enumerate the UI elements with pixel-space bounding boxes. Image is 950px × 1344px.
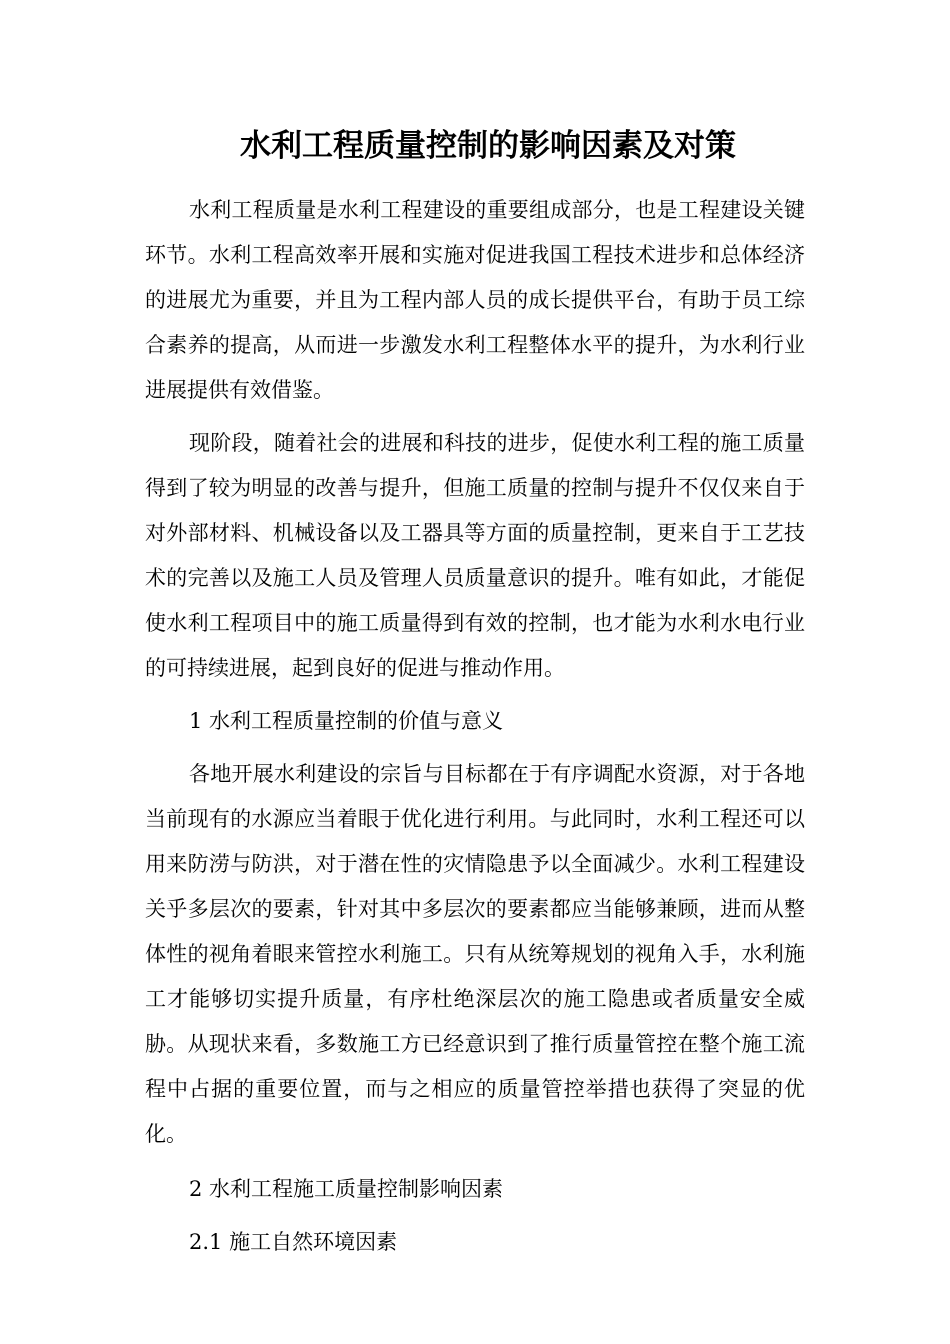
intro-paragraph-2: 现阶段，随着社会的进展和科技的进步，促使水利工程的施工质量得到了较为明显的改善与提升，但施工质量的控制与提升不仅仅来自于对外部材料、机械设备以及工器具等方面的质量控制，更来自于工艺技术的完善以及施工人员及管理人员质量意识的提升。唯有如此，才能促使水利工程项目中的施工质量得到有效的控制，也才能为水利水电行业的可持续进展，起到良好的促进与推动作用。 <box>145 431 805 680</box>
section-2-heading: 2 水利工程施工质量控制影响因素 <box>189 1177 504 1201</box>
section-1-heading: 1 水利工程质量控制的价值与意义 <box>189 709 504 733</box>
intro-paragraph-1: 水利工程质量是水利工程建设的重要组成部分，也是工程建设关键环节。水利工程高效率开展和实施对促进我国工程技术进步和总体经济的进展尤为重要，并且为工程内部人员的成长提供平台，有助于员工综合素养的提高，从而进一步激发水利工程整体水平的提升，为水利行业进展提供有效借鉴。 <box>145 198 805 402</box>
section-1-paragraph: 各地开展水利建设的宗旨与目标都在于有序调配水资源，对于各地当前现有的水源应当着眼于优化进行利用。与此同时，水利工程还可以用来防涝与防洪，对于潜在性的灾情隐患予以全面减少。水利工程建设关乎多层次的要素，针对其中多层次的要素都应当能够兼顾，进而从整体性的视角着眼来管控水利施工。只有从统筹规划的视角入手，水利施工才能够切实提升质量，有序杜绝深层次的施工隐患或者质量安全威胁。从现状来看，多数施工方已经意识到了推行质量管控在整个施工流程中占据的重要位置，而与之相应的质量管控举措也获得了突显的优化。 <box>145 762 805 1146</box>
section-2-1-heading: 2.1 施工自然环境因素 <box>189 1230 398 1254</box>
document-title: 水利工程质量控制的影响因素及对策 <box>240 128 736 164</box>
document-page <box>145 110 805 1273</box>
